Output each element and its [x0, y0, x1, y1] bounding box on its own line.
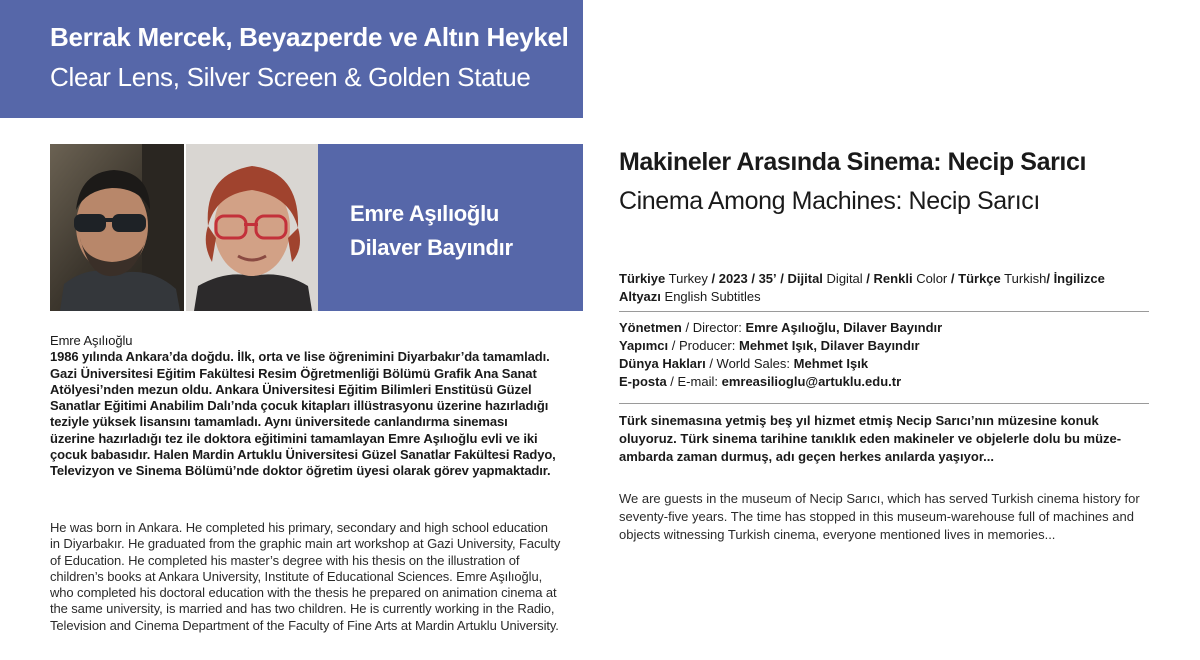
meta-color-en: Color: [916, 271, 948, 286]
bio-tr-line: üzerine hazırladığı tez ile doktora eğitimini tamamlayan Emre Aşılıoğlu evli ve iki: [50, 430, 538, 446]
director-names-box: [318, 144, 583, 311]
divider-rule: [619, 403, 1149, 404]
synopsis-tr-line: oluyoruz. Türk sinema tarihine tanıklık eden makineler ve objelerle dolu bu müze-: [619, 431, 1122, 446]
meta-subs-en: English Subtitles: [664, 289, 761, 304]
bio-tr-line: 1986 yılında Ankara’da doğdu. İlk, orta ve lise öğrenimini Diyarbakır’da tamamladı.: [50, 349, 550, 365]
meta-year: 2023: [718, 271, 748, 286]
bio-turkish: [50, 333, 585, 480]
synopsis-en-line: objects witnessing Turkish cinema, everyone mentioned lives in memories...: [619, 527, 1056, 542]
bio-tr-line: Sanatlar Eğitimi Anabilim Dalı’nda çocuk kitapları illüstrasyonu üzerine hazırladığı: [50, 398, 549, 414]
director-name-1: Emre Aşılıoğlu: [350, 201, 500, 226]
bio-en-line: who completed his doctoral education with the thesis he prepared on animation cinema at: [50, 585, 557, 601]
email-link[interactable]: emreasilioglu@artuklu.edu.tr: [721, 374, 902, 389]
meta-lang-tr: Türkçe: [958, 271, 1001, 286]
credit-director: Yönetmen / Director: Emre Aşılıoğlu, Dilaver Bayındır: [619, 320, 943, 335]
meta-subs-tr-1: İngilizce: [1053, 271, 1105, 286]
bio-en-line: in Diyarbakır. He graduated from the graphic main art workshop at Gazi University, Faculty: [50, 536, 561, 552]
section-title-tr: Berrak Mercek, Beyazperde ve Altın Heykel: [50, 22, 569, 52]
synopsis-english: [619, 490, 1149, 544]
synopsis-en-line: We are guests in the museum of Necip Sarıcı, which has served Turkish cinema history for: [619, 491, 1140, 506]
divider-rule: [619, 311, 1149, 312]
bio-heading: Emre Aşılıoğlu: [50, 333, 133, 348]
bio-en-line: the same university, is married and has two children. He is currently working in the Radio,: [50, 601, 555, 617]
meta-format-en: Digital: [826, 271, 863, 286]
meta-lang-en: Turkish: [1004, 271, 1047, 286]
director-name-2: Dilaver Bayındır: [350, 235, 513, 260]
synopsis-tr-line: ambarda zaman durmuş, adı geçen herkes anılarda yaşıyor...: [619, 449, 994, 464]
synopsis-turkish: [619, 412, 1149, 466]
bio-tr-line: Atölyesi’nden mezun oldu. Ankara Üniversitesi Eğitim Bilimleri Enstitüsü Güzel: [50, 381, 532, 397]
meta-color-tr: Renkli: [873, 271, 913, 286]
credit-producer: Yapımcı / Producer: Mehmet Işık, Dilaver Bayındır: [619, 338, 920, 353]
bio-tr-line: teziyle yüksek lisansını tamamladı. Aynı üniversitede canlandırma sineması: [50, 414, 508, 430]
synopsis-tr-line: Türk sinemasına yetmiş beş yıl hizmet etmiş Necip Sarıcı’nın müzesine konuk: [619, 413, 1099, 428]
director-photo-emre: [50, 144, 184, 311]
film-title-en: Cinema Among Machines: Necip Sarıcı: [619, 187, 1040, 215]
film-metadata: Türkiye Turkey / 2023 / 35’ / Dijital Digital / Renkli Color / Türkçe Turkish/ İngilizce Altyazı English Subtitles: [619, 271, 1105, 304]
film-credits: [619, 319, 1149, 391]
film-title-tr: Makineler Arasında Sinema: Necip Sarıcı: [619, 148, 1087, 176]
meta-subs-tr-2: Altyazı: [619, 289, 661, 304]
bio-english: [50, 520, 585, 634]
section-header-band: [0, 0, 583, 118]
director-photo-dilaver: [186, 144, 318, 311]
bio-en-line: Television and Cinema Department of the Faculty of Fine Arts at Mardin Artuklu University.: [50, 617, 559, 633]
meta-country-tr: Türkiye: [619, 271, 666, 286]
credit-world-sales: Dünya Hakları / World Sales: Mehmet Işık: [619, 356, 869, 371]
meta-format-tr: Dijital: [787, 271, 823, 286]
bio-tr-line: Gazi Üniversitesi Eğitim Fakültesi Resim Öğretmenliği Bölümü Grafik Ana Sanat: [50, 365, 537, 381]
section-title-en: Clear Lens, Silver Screen & Golden Statue: [50, 62, 531, 92]
credit-email: E-posta / E-mail: emreasilioglu@artuklu.edu.tr: [619, 374, 902, 389]
meta-country-en: Turkey: [668, 271, 708, 286]
synopsis-en-line: seventy-five years. The time has stopped in this museum-warehouse full of machines and: [619, 509, 1134, 524]
bio-en-line: children’s books at Ankara University, Institute of Educational Sciences. Emre Aşılıoğlu,: [50, 568, 543, 584]
bio-en-line: of Education. He completed his master’s degree with his thesis on the illustration of: [50, 552, 520, 568]
meta-duration: 35’: [758, 271, 777, 286]
bio-tr-line: çocuk babasıdır. Halen Mardin Artuklu Üniversitesi Güzel Sanatlar Fakültesi Radyo,: [50, 447, 556, 463]
bio-tr-line: Televizyon ve Sinema Bölümü’nde doktor öğretim üyesi olarak görev yapmaktadır.: [50, 463, 551, 479]
bio-en-line: He was born in Ankara. He completed his primary, secondary and high school education: [50, 520, 548, 535]
